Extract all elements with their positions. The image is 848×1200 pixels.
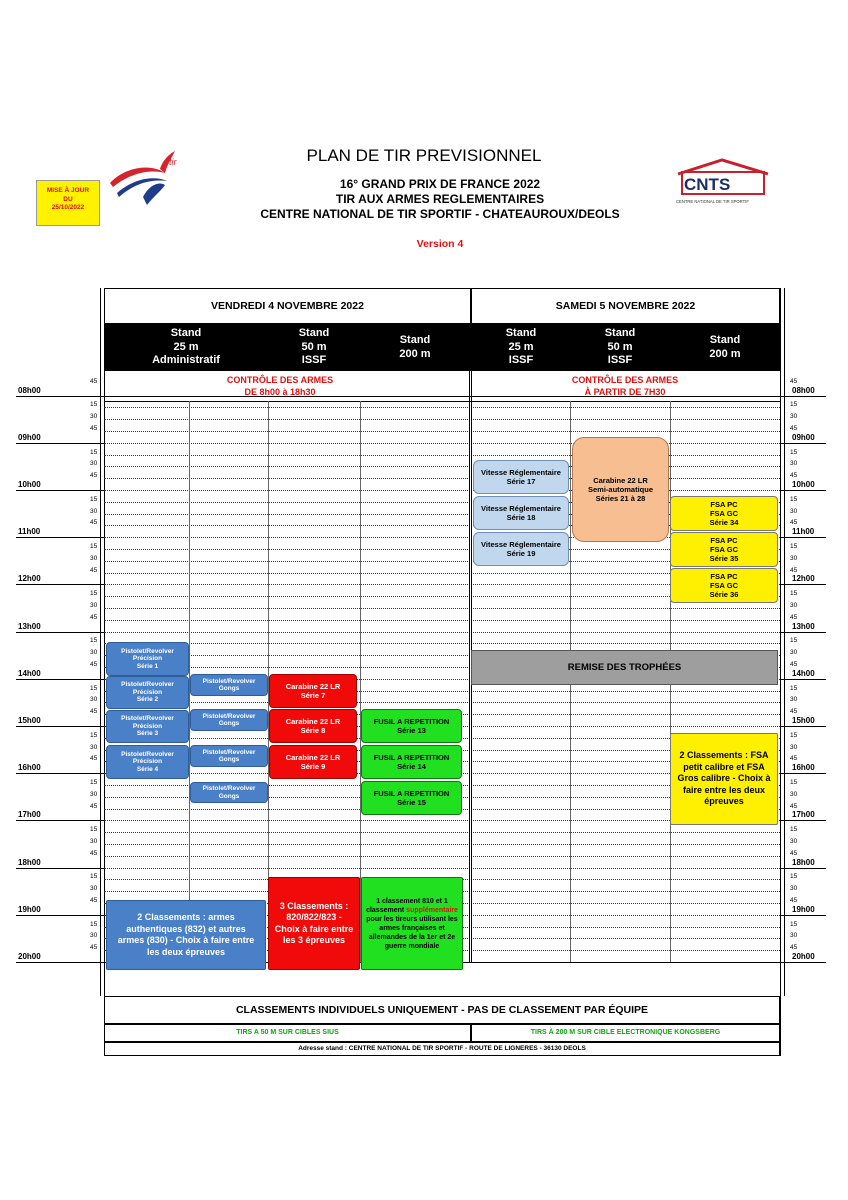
minute-label-left: 45 <box>90 519 98 527</box>
event-fusil-serie-14: FUSIL A REPETITION Série 14 <box>361 745 462 779</box>
update-du: DU <box>63 195 73 203</box>
minute-label-right: 15 <box>790 826 798 834</box>
footer-left: TIRS A 50 M SUR CIBLES SIUS <box>104 1024 471 1042</box>
grid-hour-line <box>104 443 780 444</box>
stand-fri-50: Stand 50 m ISSF <box>298 327 330 366</box>
svg-text:tir: tir <box>169 157 177 167</box>
minute-label-left: 30 <box>90 649 98 657</box>
grid-quarter-line <box>104 856 780 857</box>
minute-label-right: 45 <box>790 660 798 668</box>
minute-label-left: 45 <box>90 849 98 857</box>
minute-label-left: 45 <box>90 896 98 904</box>
hour-label-right: 16h00 <box>792 763 815 773</box>
page-title: PLAN DE TIR PREVISIONNEL <box>306 146 542 165</box>
update-label: MISE À JOUR <box>46 187 90 194</box>
minute-label-right: 15 <box>790 637 798 645</box>
cnts-logo <box>672 158 772 224</box>
hour-label-left: 08h00 <box>18 385 41 395</box>
minute-label-right: 45 <box>790 708 798 716</box>
minute-label-right: 30 <box>790 554 798 562</box>
footer-address: Adresse stand : CENTRE NATIONAL DE TIR SPORTIF - ROUTE DE LIGNERES - 36130 DEOLS <box>104 1042 780 1056</box>
minute-label-left: 15 <box>90 873 98 881</box>
minute-label-left: 15 <box>90 684 98 692</box>
event-carabine-serie-9: Carabine 22 LR Série 9 <box>269 745 357 779</box>
event-fsa-serie-34: FSA PC FSA GC Série 34 <box>670 496 778 531</box>
minute-label-right: 15 <box>790 401 798 409</box>
subtitle-venue: CENTRE NATIONAL DE TIR SPORTIF - CHATEAUROUX/DEOLS <box>260 207 620 221</box>
hour-rule-left <box>16 396 104 397</box>
svg-text:CENTRE NATIONAL DE TIR SPORTIF: CENTRE NATIONAL DE TIR SPORTIF <box>676 199 749 204</box>
minute-label-right: 45 <box>790 566 798 574</box>
minute-label-right: 15 <box>790 920 798 928</box>
footer-note: CLASSEMENTS INDIVIDUELS UNIQUEMENT - PAS DE CLASSEMENT PAR ÉQUIPE <box>104 996 780 1024</box>
event-vitesse-serie-19: Vitesse Réglementaire Série 19 <box>473 532 569 566</box>
minute-label-left: 15 <box>90 731 98 739</box>
minute-label-right: 15 <box>790 778 798 786</box>
event-fsa-serie-36: FSA PC FSA GC Série 36 <box>670 568 778 603</box>
subtitle-discipline: TIR AUX ARMES REGLEMENTAIRES <box>335 192 545 206</box>
update-date: 25/10/2022 <box>51 204 85 212</box>
stand-sat-200: Stand 200 m <box>709 334 741 360</box>
classement-25m-friday: 2 Classements : armes authentiques (832) et autres armes (830) - Choix à faire entre les deux épreuves <box>106 900 266 970</box>
hour-rule-right <box>780 726 826 727</box>
minute-label-left: 45 <box>90 802 98 810</box>
hour-label-left: 17h00 <box>18 810 41 820</box>
hour-label-right: 09h00 <box>792 432 815 442</box>
hour-rule-right <box>780 443 826 444</box>
grid-quarter-line <box>104 620 780 621</box>
event-fusil-serie-13: FUSIL A REPETITION Série 13 <box>361 709 462 743</box>
minute-label-left: 15 <box>90 920 98 928</box>
minute-label-left: 15 <box>90 448 98 456</box>
minute-label-left: 45 <box>90 944 98 952</box>
minute-label-left: 45 <box>90 755 98 763</box>
minute-label-right: 45 <box>790 755 798 763</box>
footer-right: TIRS À 200 M SUR CIBLE ELECTRONIQUE KONGSBERG <box>471 1024 780 1042</box>
hour-rule-left <box>16 490 104 491</box>
hour-label-right: 10h00 <box>792 479 815 489</box>
minute-label-left: 15 <box>90 542 98 550</box>
stand-fri-200: Stand 200 m <box>399 334 431 360</box>
stand-sat-50: Stand 50 m ISSF <box>604 327 636 366</box>
hour-rule-right <box>780 537 826 538</box>
hour-label-left: 18h00 <box>18 857 41 867</box>
event-gongs-2: Pistolet/Revolver Gongs <box>190 709 268 731</box>
minute-label-right: 15 <box>790 731 798 739</box>
minute-label-right: 15 <box>790 590 798 598</box>
hour-rule-right <box>780 820 826 821</box>
grid-quarter-line <box>104 643 780 644</box>
minute-label-left: 30 <box>90 413 98 421</box>
minute-label-right: 45 <box>790 896 798 904</box>
minute-label-right: 30 <box>790 837 798 845</box>
hour-label-left: 13h00 <box>18 621 41 631</box>
minute-label-right: 30 <box>790 743 798 751</box>
hour-label-right: 12h00 <box>792 574 815 584</box>
hour-label-right: 11h00 <box>792 527 815 537</box>
grid-hour-line <box>104 632 780 633</box>
minute-label-left: 30 <box>90 460 98 468</box>
hour-label-left: 20h00 <box>18 951 41 961</box>
control-saturday: CONTRÔLE DES ARMES À PARTIR DE 7H30 <box>571 375 679 397</box>
minute-label-left: 15 <box>90 590 98 598</box>
frame-left <box>104 288 105 1056</box>
frame-right <box>780 288 781 1056</box>
svg-text:CNTS: CNTS <box>684 175 731 194</box>
hour-rule-right <box>780 490 826 491</box>
event-carabine-serie-7: Carabine 22 LR Série 7 <box>269 674 357 708</box>
minute-label-right: 30 <box>790 601 798 609</box>
event-fusil-serie-15: FUSIL A REPETITION Série 15 <box>361 781 462 815</box>
minute-label-left: 15 <box>90 637 98 645</box>
minute-label-right: 30 <box>790 790 798 798</box>
minute-label-left: 30 <box>90 790 98 798</box>
grid-quarter-line <box>104 407 780 408</box>
minute-label-right: 30 <box>790 507 798 515</box>
hour-rule-right <box>780 584 826 585</box>
minute-label-left: 30 <box>90 932 98 940</box>
minute-label-left: 15 <box>90 778 98 786</box>
hour-label-left: 11h00 <box>18 527 41 537</box>
minute-label-left: 30 <box>90 743 98 751</box>
hour-label-left: 12h00 <box>18 574 41 584</box>
hour-label-left: 14h00 <box>18 668 41 678</box>
minute-label-left: 15 <box>90 401 98 409</box>
hour-label-right: 14h00 <box>792 668 815 678</box>
grid-quarter-line <box>104 832 780 833</box>
minute-label-right: 30 <box>790 649 798 657</box>
hour-label-right: 13h00 <box>792 621 815 631</box>
minute-label-left: 30 <box>90 507 98 515</box>
minute-label-right: 30 <box>790 932 798 940</box>
minute-label-right: 30 <box>790 885 798 893</box>
grid-quarter-line <box>104 431 780 432</box>
minute-label-right: 15 <box>790 495 798 503</box>
stand-sat-25: Stand 25 m ISSF <box>505 327 537 366</box>
minute-label-right: 45 <box>790 519 798 527</box>
hour-label-right: 19h00 <box>792 904 815 914</box>
hour-label-left: 10h00 <box>18 479 41 489</box>
day-separator-inner <box>469 324 470 962</box>
event-pistolet-serie-4: Pistolet/Revolver Précision Série 4 <box>106 745 189 779</box>
grid-quarter-line <box>104 455 780 456</box>
hour-rule-left <box>16 632 104 633</box>
hour-label-right: 15h00 <box>792 715 815 725</box>
minute-label-right: 30 <box>790 696 798 704</box>
event-gongs-4: Pistolet/Revolver Gongs <box>190 782 268 803</box>
minute-label-right: 30 <box>790 460 798 468</box>
minute-label-right: 15 <box>790 448 798 456</box>
minute-label-right: 30 <box>790 413 798 421</box>
version-label: Version 4 <box>416 238 464 250</box>
minute-label-left: 45 <box>90 424 98 432</box>
event-vitesse-serie-18: Vitesse Réglementaire Série 18 <box>473 496 569 530</box>
grid-hour-line <box>104 868 780 869</box>
hour-rule-left <box>16 868 104 869</box>
minute-label-left: 30 <box>90 554 98 562</box>
time-tick-left: 45 <box>90 377 98 385</box>
day-header-friday: VENDREDI 4 NOVEMBRE 2022 <box>104 288 471 324</box>
event-carabine-semi-auto: Carabine 22 LR Semi-automatique Séries 21 à 28 <box>572 437 669 542</box>
hour-rule-left <box>16 679 104 680</box>
hour-label-right: 17h00 <box>792 810 815 820</box>
hour-rule-right <box>780 868 826 869</box>
minute-label-left: 45 <box>90 660 98 668</box>
minute-label-left: 45 <box>90 566 98 574</box>
minute-label-left: 30 <box>90 885 98 893</box>
hour-label-right: 20h00 <box>792 951 815 961</box>
minute-label-left: 45 <box>90 613 98 621</box>
hour-rule-left <box>16 962 104 963</box>
grid-quarter-line <box>104 478 780 479</box>
hour-label-right: 08h00 <box>792 385 815 395</box>
minute-label-left: 30 <box>90 696 98 704</box>
event-fsa-serie-35: FSA PC FSA GC Série 35 <box>670 532 778 567</box>
minute-label-right: 45 <box>790 424 798 432</box>
time-axis-left <box>100 288 101 996</box>
control-row-bottom <box>104 401 780 402</box>
stand-fri-25: Stand 25 m Administratif <box>152 327 220 366</box>
day-separator <box>471 288 472 962</box>
time-tick-right: 45 <box>790 377 798 385</box>
minute-label-left: 15 <box>90 826 98 834</box>
hour-rule-right <box>780 679 826 680</box>
classement-fsa-saturday: 2 Classements : FSA petit calibre et FSA Gros calibre - Choix à faire entre les deux épreuves <box>670 733 778 825</box>
event-carabine-serie-8: Carabine 22 LR Série 8 <box>269 709 357 743</box>
event-pistolet-serie-2: Pistolet/Revolver Précision Série 2 <box>106 676 189 709</box>
control-friday: CONTRÔLE DES ARMES DE 8h00 à 18h30 <box>226 375 334 397</box>
minute-label-right: 45 <box>790 613 798 621</box>
minute-label-left: 45 <box>90 472 98 480</box>
minute-label-right: 45 <box>790 802 798 810</box>
event-gongs-3: Pistolet/Revolver Gongs <box>190 745 268 767</box>
event-vitesse-serie-17: Vitesse Réglementaire Série 17 <box>473 460 569 494</box>
minute-label-left: 45 <box>90 708 98 716</box>
hour-rule-left <box>16 584 104 585</box>
minute-label-left: 15 <box>90 495 98 503</box>
event-gongs-1: Pistolet/Revolver Gongs <box>190 674 268 696</box>
minute-label-right: 15 <box>790 542 798 550</box>
grid-quarter-line <box>104 702 780 703</box>
minute-label-right: 15 <box>790 684 798 692</box>
hour-rule-right <box>780 632 826 633</box>
hour-rule-right <box>780 773 826 774</box>
minute-label-left: 30 <box>90 601 98 609</box>
hour-label-left: 09h00 <box>18 432 41 442</box>
hour-rule-right <box>780 396 826 397</box>
subtitle-event: 16° GRAND PRIX DE FRANCE 2022 <box>339 177 541 191</box>
hour-rule-left <box>16 820 104 821</box>
minute-label-right: 45 <box>790 849 798 857</box>
event-pistolet-serie-1: Pistolet/Revolver Précision Série 1 <box>106 642 189 676</box>
minute-label-right: 15 <box>790 873 798 881</box>
grid-quarter-line <box>104 844 780 845</box>
hour-rule-left <box>16 726 104 727</box>
hour-rule-left <box>16 773 104 774</box>
hour-rule-left <box>16 537 104 538</box>
hour-label-left: 19h00 <box>18 904 41 914</box>
remise-des-trophees: REMISE DES TROPHÉES <box>471 650 778 685</box>
classement-200m-friday: 1 classement 810 et 1 classement supplémentaire pour les tireurs utilisant les armes françaises et allemandes de la 1er et 2e guerre mondiale <box>361 877 463 970</box>
hour-label-right: 18h00 <box>792 857 815 867</box>
time-axis-right <box>784 288 785 996</box>
event-pistolet-serie-3: Pistolet/Revolver Précision Série 3 <box>106 710 189 743</box>
hour-label-left: 15h00 <box>18 715 41 725</box>
hour-rule-left <box>16 443 104 444</box>
grid-quarter-line <box>104 608 780 609</box>
classement-50m-friday: 3 Classements : 820/822/823 - Choix à faire entre les 3 épreuves <box>268 877 360 970</box>
grid-hour-line <box>104 490 780 491</box>
hour-rule-left <box>16 915 104 916</box>
day-header-saturday: SAMEDI 5 NOVEMBRE 2022 <box>471 288 780 324</box>
hour-label-left: 16h00 <box>18 763 41 773</box>
hour-rule-right <box>780 915 826 916</box>
grid-quarter-line <box>104 466 780 467</box>
control-row-top <box>104 370 780 371</box>
grid-quarter-line <box>104 419 780 420</box>
hour-rule-right <box>780 962 826 963</box>
minute-label-right: 45 <box>790 944 798 952</box>
minute-label-right: 45 <box>790 472 798 480</box>
minute-label-left: 30 <box>90 837 98 845</box>
